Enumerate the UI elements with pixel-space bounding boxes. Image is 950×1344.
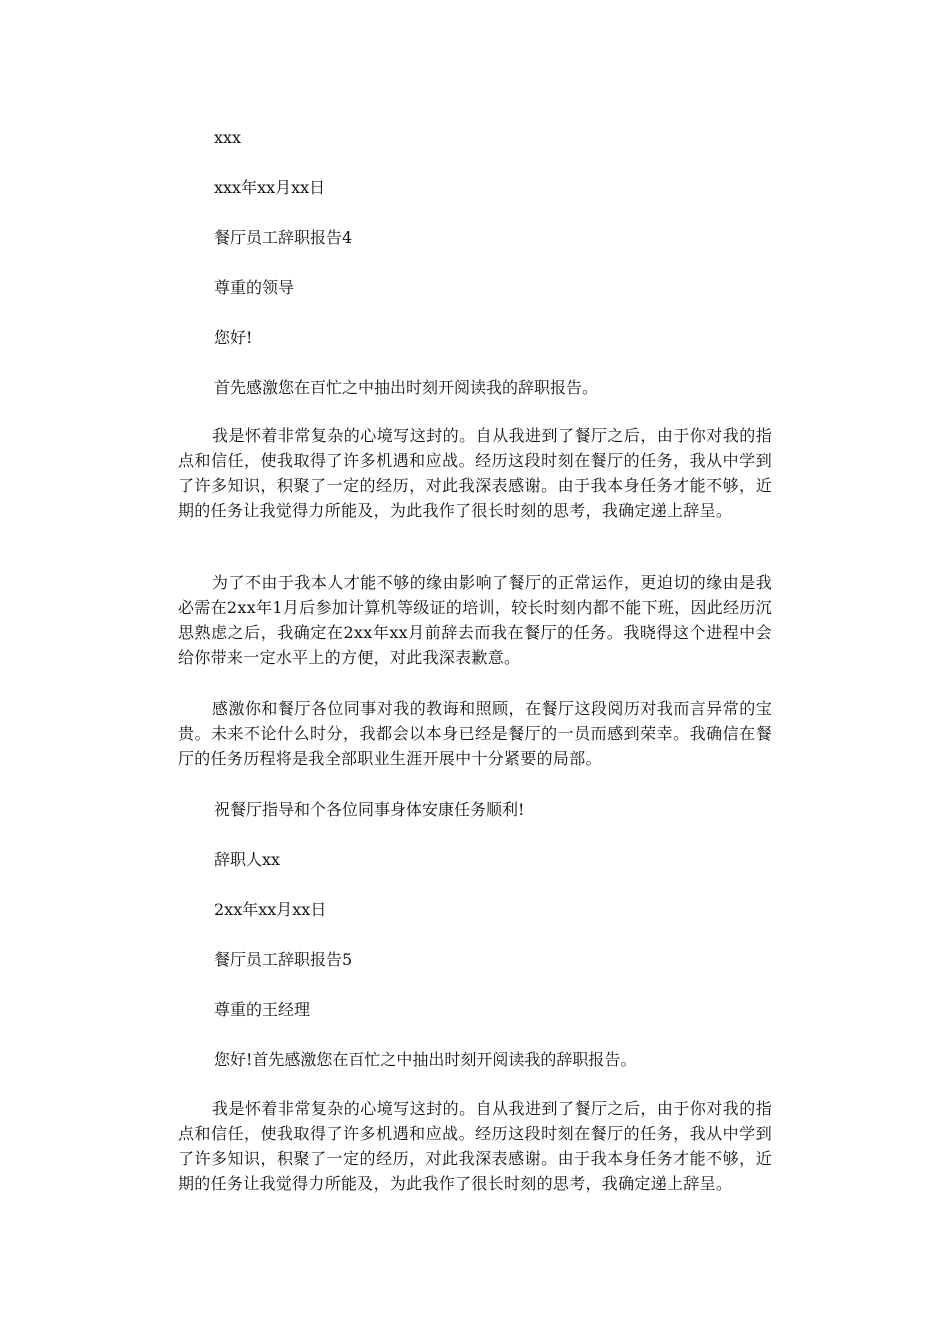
body-paragraph: 我是怀着非常复杂的心境写这封的。自从我进到了餐厅之后，由于你对我的指点和信任，使我取得了许多机遇和应战。经历这段时刻在餐厅的任务，我从中学到了许多知识，积聚了一定的经历，对此我深表感谢。由于我本身任务才能不够，近期的任务让我觉得力所能及，为此我作了很长时刻的思考，我确定递上辞呈。 <box>178 426 772 520</box>
body-paragraph: 我是怀着非常复杂的心境写这封的。自从我进到了餐厅之后，由于你对我的指点和信任，使我取得了许多机遇和应战。经历这段时刻在餐厅的任务，我从中学到了许多知识，积聚了一定的经历，对此我深表感谢。由于我本身任务才能不够，近期的任务让我觉得力所能及，为此我作了很长时刻的思考，我确定递上辞呈。 <box>178 1099 772 1193</box>
section-title-4: 餐厅员工辞职报告4 <box>214 228 353 247</box>
resigner-name: 辞职人xx <box>214 850 281 869</box>
body-paragraph: 为了不由于我本人才能不够的缘由影响了餐厅的正常运作，更迫切的缘由是我必需在2xx年1月后参加计算机等级证的培训，较长时刻内都不能下班，因此经历沉思熟虑之后，我确定在2xx年xx月前辞去而我在餐厅的任务。我晓得这个进程中会给你带来一定水平上的方便，对此我深表歉意。 <box>178 573 772 667</box>
body-paragraph: 感激你和餐厅各位同事对我的教诲和照顾，在餐厅这段阅历对我而言异常的宝贵。未来不论什么时分，我都会以本身已经是餐厅的一员而感到荣幸。我确信在餐厅的任务历程将是我全部职业生涯开展中十分紧要的局部。 <box>178 699 772 768</box>
signature-date: xxx年xx月xx日 <box>214 178 326 197</box>
salutation: 尊重的王经理 <box>214 1000 311 1019</box>
greeting: 您好! <box>214 328 253 347</box>
resignation-date: 2xx年xx月xx日 <box>214 900 327 919</box>
section-title-5: 餐厅员工辞职报告5 <box>214 950 353 969</box>
greeting-line: 您好!首先感激您在百忙之中抽出时刻开阅读我的辞职报告。 <box>214 1050 637 1069</box>
closing-wish: 祝餐厅指导和个各位同事身体安康任务顺利! <box>214 800 525 819</box>
signature-name: xxx <box>214 128 242 147</box>
salutation: 尊重的领导 <box>214 278 295 297</box>
opening-line: 首先感激您在百忙之中抽出时刻开阅读我的辞职报告。 <box>214 378 599 397</box>
